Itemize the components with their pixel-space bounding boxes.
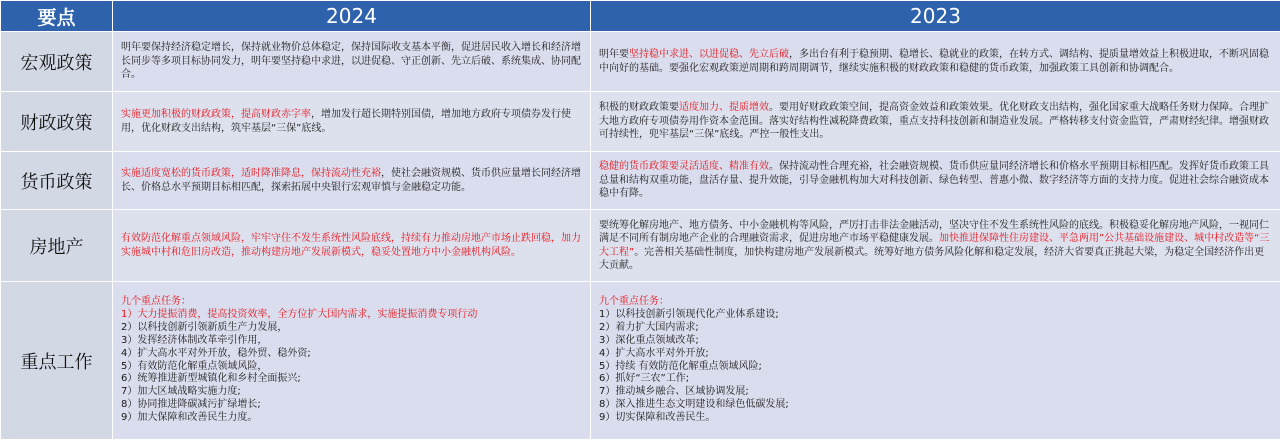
header-2023: 2023 (591, 1, 1280, 32)
task-item: 3）深化重点领域改革; (599, 334, 699, 346)
row-macro-policy (1, 32, 1280, 92)
body-text: ，增加发行超长期特别国债，增加地方政府专项债券发行使用，优化财政支出结构，筑牢基层“三保”底线。 (121, 109, 571, 134)
task-list-title: 九个重点任务： (599, 295, 669, 307)
row-key-tasks (1, 282, 1280, 440)
cell-2023 (591, 92, 1280, 152)
highlight-text: 稳健的货币政策要灵活适度、精准有效 (599, 161, 769, 173)
task-item: 2）着力扩大国内需求; (599, 321, 699, 333)
body-text: ，使社会融资规模、货币供应量增长同经济增长、价格总水平预期目标相匹配，探索拓展中央银行宏观审慎与金融稳定功能。 (121, 168, 581, 193)
cell-2023 (591, 282, 1280, 440)
cell-2024 (113, 210, 591, 282)
row-real-estate (1, 210, 1280, 282)
task-list-title: 九个重点任务： (121, 295, 191, 307)
task-item: 6）统筹推进新型城镇化和乡村全面振兴; (121, 373, 301, 385)
task-item: 7）加大区域战略实施力度; (121, 386, 241, 398)
row-key: 货币政策 (1, 152, 113, 210)
cell-2024 (113, 92, 591, 152)
header-2024: 2024 (113, 1, 591, 32)
highlight-text: 实施适度宽松的货币政策，适时降准降息，保持流动性充裕 (121, 168, 381, 179)
task-list (121, 309, 582, 425)
row-key: 房地产 (1, 210, 113, 282)
cell-2024 (113, 152, 591, 210)
highlight-text: 加快推进保障性住房建设、平急两用”公共基础设施建设、城中村改造等“三大工程” (599, 233, 1270, 258)
row-key: 宏观政策 (1, 32, 113, 92)
cell-2023 (591, 152, 1280, 210)
task-item: 2）以科技创新引领新质生产力发展， (121, 321, 288, 333)
row-fiscal-policy (1, 92, 1280, 152)
task-item: 3）发挥经济体制改革牵引作用， (121, 334, 268, 346)
task-item: 6）抓好“三农”工作; (599, 373, 690, 385)
highlight-text: 实施更加积极的财政政策，提高财政赤字率 (121, 109, 311, 120)
highlight-text: 有效防范化解重点领域风险，牢牢守住不发生系统性风险底线，持续有力推动房地产市场止跌回稳，加力实施城中村和危旧房改造，推动构建房地产发展新模式，稳妥处置地方中小金融机构风险。 (121, 233, 581, 258)
task-item: 1）大力提振消费，提高投资效率，全方位扩大国内需求，实施提振消费专项行动 (121, 308, 478, 320)
header-key-label: 要点 (1, 1, 113, 32)
cell-2023 (591, 210, 1280, 282)
highlight-text: 适度加力、提质增效 (679, 102, 769, 114)
task-item: 8）深入推进生态文明建设和绿色低碳发展; (599, 399, 789, 411)
header-row (1, 1, 1280, 32)
body-text: 明年要保持经济稳定增长，保持就业物价总体稳定，保持国际收支基本平衡，促进居民收入增长和经济增长同步等多项目标协同发力，明年要坚持稳中求进，以进促稳、守正创新、先立后破、系统集成、协同配合。 (121, 42, 581, 81)
body-text: 。完善相关基础性制度，加快构建房地产发展新模式。统筹好地方债务风险化解和稳定发展，经济大省要真正挑起大梁，为稳定全国经济作出更大贡献。 (599, 246, 1265, 271)
row-key: 重点工作 (1, 282, 113, 440)
row-monetary-policy (1, 152, 1280, 210)
cell-2023 (591, 32, 1280, 92)
cell-2024 (113, 282, 591, 440)
task-list (599, 309, 1272, 425)
task-item: 4）扩大高水平对外开放; (599, 347, 709, 359)
body-text: 。保持流动性合理充裕，社会融资规模、货币供应量同经济增长和价格水平预期目标相匹配。发挥好货币政策工具总量和结构双重功能，盘活存量、提升效能，引导金融机构加大对科技创新、绿色转型、普惠小微、数字经济等方面的支持力度。促进社会综合融资成本稳中有降。 (599, 161, 1269, 200)
body-text: ，多出台有利于稳预期、稳增长、稳就业的政策，在转方式、调结构、提质量增效益上积极进取，不断巩固稳中向好的基础。要强化宏观政策逆周期和跨周期调节，继续实施积极的财政政策和稳健的货币政策，加强政策工具创新和协调配合。 (599, 49, 1269, 74)
task-item: 5）持续 有效防范化解重点领域风险; (599, 360, 762, 372)
task-item: 7）推动城乡融合、区域协调发展; (599, 386, 749, 398)
task-item: 9）切实保障和改善民生。 (599, 412, 716, 424)
body-text: 要统筹化解房地产、地方债务、中小金融机构等风险，严厉打击非法金融活动，坚决守住不发生系统性风险的底线。积极稳妥化解房地产风险，一视同仁满足不同所有制房地产企业的合理融资需求，促进房地产市场平稳健康发展。 (599, 219, 1269, 244)
row-key: 财政政策 (1, 92, 113, 152)
body-text: 积极的财政政策要 (599, 102, 679, 114)
cell-2024 (113, 32, 591, 92)
task-item: 4）扩大高水平对外开放，稳外贸、稳外资; (121, 347, 311, 359)
body-text: 。要用好财政政策空间，提高资金效益和政策效果。优化财政支出结构，强化国家重大战略任务财力保障。合理扩大地方政府专项债券用作资本金范围。落实好结构性减税降费政策，重点支持科技创新和制造业发展。严格转移支付资金监管，严肃财经纪律。增强财政可持续性，兜牢基层“三保”底线。严控一般性支出。 (599, 102, 1269, 141)
body-text: 明年要 (599, 49, 629, 60)
highlight-text: 坚持稳中求进、以进促稳、先立后破 (629, 49, 789, 60)
task-item: 8）协同推进降碳减污扩绿增长; (121, 399, 261, 411)
task-item: 1）以科技创新引领现代化产业体系建设; (599, 308, 779, 320)
task-item: 9）加大保障和改善民生力度。 (121, 412, 258, 424)
task-item: 5）有效防范化解重点领域风险， (121, 360, 268, 372)
